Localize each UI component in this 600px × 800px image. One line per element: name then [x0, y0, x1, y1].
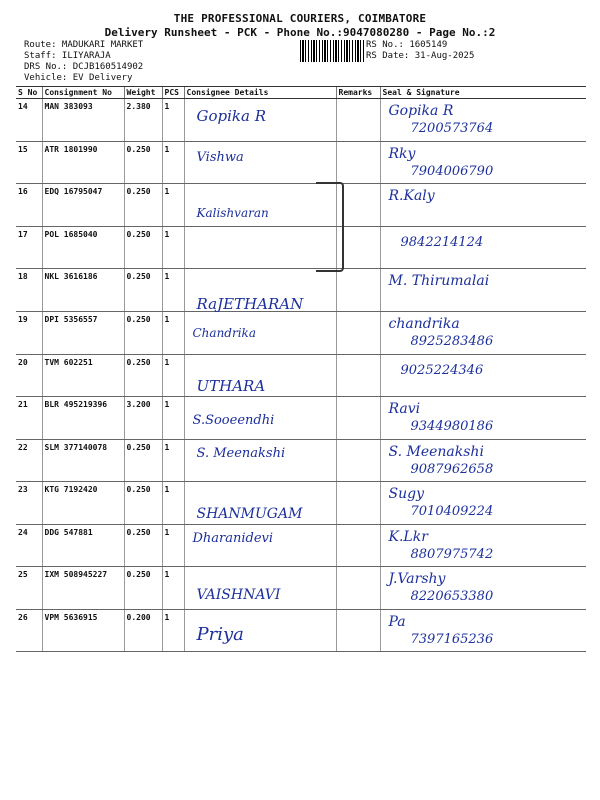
cell-sno: 23	[16, 482, 42, 525]
consignee-handwriting: SHANMUGAM	[196, 506, 303, 522]
rs-info-block	[366, 40, 474, 62]
table-row	[16, 567, 586, 610]
cell-consignment-no: ATR 1801990	[42, 142, 124, 184]
consignee-handwriting: Vishwa	[196, 150, 244, 165]
cell-sno: 15	[16, 142, 42, 184]
table-header-row	[16, 87, 586, 99]
consignee-handwriting: Dharanidevi	[192, 531, 274, 546]
cell-weight: 0.250	[124, 482, 162, 525]
cell-consignment-no: MAN 383093	[42, 99, 124, 142]
cell-sno: 20	[16, 355, 42, 397]
cell-consignee	[184, 610, 336, 652]
cell-consignee	[184, 99, 336, 142]
cell-signature	[380, 440, 586, 482]
col-header-consignment: Consignment No	[42, 87, 124, 99]
cell-signature	[380, 482, 586, 525]
cell-remarks	[336, 269, 380, 312]
col-header-sno: S No	[16, 87, 42, 99]
cell-weight: 0.250	[124, 142, 162, 184]
cell-consignment-no: SLM 377140078	[42, 440, 124, 482]
cell-consignee	[184, 269, 336, 312]
cell-sno: 22	[16, 440, 42, 482]
table-row	[16, 397, 586, 440]
cell-consignment-no: VPM 5636915	[42, 610, 124, 652]
table-row	[16, 99, 586, 142]
cell-sno: 17	[16, 227, 42, 269]
signature-phone: 7010409224	[410, 504, 494, 519]
table-row	[16, 312, 586, 355]
cell-remarks	[336, 397, 380, 440]
cell-pcs: 1	[162, 99, 184, 142]
cell-consignment-no: KTG 7192420	[42, 482, 124, 525]
rs-number: RS No.: 1605149	[366, 40, 448, 50]
signature-phone: 8220653380	[410, 589, 494, 604]
cell-signature	[380, 184, 586, 227]
consignee-handwriting: RaJETHARAN	[196, 295, 304, 313]
cell-consignment-no: DDG 547881	[42, 525, 124, 567]
cell-signature	[380, 269, 586, 312]
cell-weight: 0.250	[124, 269, 162, 312]
consignee-handwriting: Gopika R	[196, 107, 267, 125]
cell-consignee	[184, 227, 336, 269]
cell-weight: 0.250	[124, 525, 162, 567]
signature-handwriting: Gopika R	[388, 103, 454, 119]
consignee-handwriting: S.Sooeendhi	[192, 413, 275, 428]
cell-signature	[380, 525, 586, 567]
table-row	[16, 525, 586, 567]
consignee-handwriting: Priya	[196, 624, 244, 645]
cell-consignment-no: DPI 5356557	[42, 312, 124, 355]
cell-signature	[380, 227, 586, 269]
cell-remarks	[336, 99, 380, 142]
cell-weight: 3.200	[124, 397, 162, 440]
rs-date: RS Date: 31-Aug-2025	[366, 51, 475, 61]
signature-handwriting: K.Lkr	[388, 529, 428, 545]
cell-weight: 2.380	[124, 99, 162, 142]
cell-pcs: 1	[162, 482, 184, 525]
cell-weight: 0.250	[124, 440, 162, 482]
signature-handwriting: chandrika	[388, 316, 460, 332]
cell-remarks	[336, 567, 380, 610]
cell-sno: 25	[16, 567, 42, 610]
signature-handwriting: R.Kaly	[388, 188, 435, 204]
cell-consignment-no: BLR 495219396	[42, 397, 124, 440]
table-row	[16, 482, 586, 525]
cell-sno: 18	[16, 269, 42, 312]
cell-sno: 16	[16, 184, 42, 227]
sheet-subtitle: Delivery Runsheet - PCK - Phone No.:9047080280 - Page No.:2	[104, 26, 496, 39]
cell-remarks	[336, 440, 380, 482]
drs-label: DRS No.: DCJB160514902	[24, 62, 144, 72]
cell-sno: 26	[16, 610, 42, 652]
cell-consignment-no: EDQ 16795047	[42, 184, 124, 227]
cell-remarks	[336, 355, 380, 397]
cell-consignee	[184, 482, 336, 525]
cell-weight: 0.250	[124, 355, 162, 397]
signature-phone: 7397165236	[410, 632, 494, 647]
cell-weight: 0.250	[124, 227, 162, 269]
table-row	[16, 142, 586, 184]
cell-signature	[380, 355, 586, 397]
cell-weight: 0.200	[124, 610, 162, 652]
consignee-handwriting: S. Meenakshi	[196, 446, 286, 461]
cell-pcs: 1	[162, 269, 184, 312]
cell-sno: 19	[16, 312, 42, 355]
table-row	[16, 227, 586, 269]
col-header-pcs: PCS	[162, 87, 184, 99]
table-row	[16, 184, 586, 227]
cell-consignee	[184, 184, 336, 227]
cell-pcs: 1	[162, 567, 184, 610]
cell-consignment-no: TVM 602251	[42, 355, 124, 397]
signature-phone: 9344980186	[410, 419, 494, 434]
signature-handwriting: S. Meenakshi	[388, 444, 484, 460]
cell-weight: 0.250	[124, 567, 162, 610]
cell-sno: 14	[16, 99, 42, 142]
cell-pcs: 1	[162, 184, 184, 227]
cell-remarks	[336, 312, 380, 355]
table-row	[16, 269, 586, 312]
cell-pcs: 1	[162, 610, 184, 652]
cell-consignee	[184, 397, 336, 440]
cell-remarks	[336, 142, 380, 184]
signature-phone: 7904006790	[410, 164, 494, 179]
col-header-weight: Weight	[124, 87, 162, 99]
consignee-handwriting: Kalishvaran	[196, 206, 269, 220]
cell-pcs: 1	[162, 440, 184, 482]
cell-signature	[380, 397, 586, 440]
runsheet-table	[16, 86, 586, 652]
route-label: Route: MADUKARI MARKET	[24, 40, 144, 50]
barcode-image	[300, 40, 364, 62]
cell-weight: 0.250	[124, 312, 162, 355]
signature-handwriting: Rky	[388, 146, 416, 162]
consignee-handwriting: UTHARA	[196, 377, 266, 395]
cell-pcs: 1	[162, 397, 184, 440]
cell-pcs: 1	[162, 227, 184, 269]
cell-pcs: 1	[162, 142, 184, 184]
consignee-handwriting: VAISHNAVI	[196, 587, 281, 603]
cell-consignee	[184, 440, 336, 482]
table-row	[16, 610, 586, 652]
cell-signature	[380, 610, 586, 652]
cell-signature	[380, 567, 586, 610]
route-info-block	[24, 40, 143, 84]
staff-label: Staff: ILIYARAJA	[24, 51, 111, 61]
cell-consignment-no: POL 1685040	[42, 227, 124, 269]
signature-handwriting: J.Varshy	[388, 571, 446, 587]
col-header-remarks: Remarks	[336, 87, 380, 99]
cell-remarks	[336, 610, 380, 652]
cell-consignee	[184, 567, 336, 610]
table-row	[16, 440, 586, 482]
table-row	[16, 355, 586, 397]
bracket-mark	[316, 182, 344, 272]
cell-pcs: 1	[162, 525, 184, 567]
signature-handwriting: Ravi	[388, 401, 421, 417]
signature-phone: 8807975742	[410, 547, 494, 562]
cell-consignment-no: NKL 3616186	[42, 269, 124, 312]
signature-phone: 9842214124	[400, 235, 484, 250]
cell-consignment-no: IXM 508945227	[42, 567, 124, 610]
signature-phone: 9087962658	[410, 462, 494, 477]
consignee-handwriting: Chandrika	[192, 326, 256, 340]
signature-phone: 7200573764	[410, 121, 494, 136]
cell-remarks	[336, 482, 380, 525]
col-header-signature: Seal & Signature	[380, 87, 586, 99]
signature-handwriting: Pa	[388, 614, 406, 630]
cell-consignee	[184, 142, 336, 184]
signature-phone: 9025224346	[400, 363, 484, 378]
cell-remarks	[336, 525, 380, 567]
vehicle-label: Vehicle: EV Delivery	[24, 73, 133, 83]
cell-signature	[380, 142, 586, 184]
cell-consignee	[184, 312, 336, 355]
cell-consignee	[184, 355, 336, 397]
cell-pcs: 1	[162, 355, 184, 397]
signature-handwriting: Sugy	[388, 486, 424, 502]
cell-signature	[380, 99, 586, 142]
signature-phone: 8925283486	[410, 334, 494, 349]
cell-sno: 21	[16, 397, 42, 440]
cell-weight: 0.250	[124, 184, 162, 227]
cell-signature	[380, 312, 586, 355]
cell-pcs: 1	[162, 312, 184, 355]
sheet-title: THE PROFESSIONAL COURIERS, COIMBATORE	[173, 12, 427, 25]
signature-handwriting: M. Thirumalai	[388, 273, 490, 289]
cell-sno: 24	[16, 525, 42, 567]
cell-consignee	[184, 525, 336, 567]
col-header-consignee: Consignee Details	[184, 87, 336, 99]
